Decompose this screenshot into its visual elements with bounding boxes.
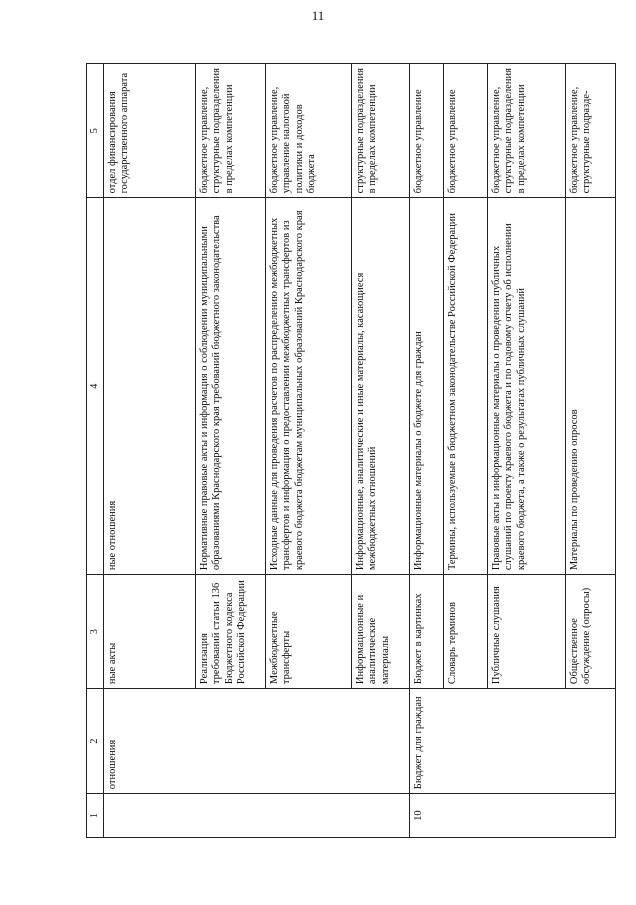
- row-number-cell: [566, 794, 616, 838]
- section-cell: [196, 689, 266, 794]
- responsible-cell: бюджетное управление, структурные подразделения в пределах компетенции: [196, 64, 266, 198]
- subsection-cell: Реализация требований статьи 136 Бюджетного кодекса Российской Федерации: [196, 575, 266, 689]
- row-number-cell: [444, 794, 488, 838]
- header-cell: 5: [87, 64, 104, 198]
- responsible-cell: бюджетное управление, управление налоговой политики и доходов бюджета: [266, 64, 352, 198]
- row-number-cell: [352, 794, 410, 838]
- table-row: [196, 64, 266, 838]
- row-number-cell: 10: [410, 794, 444, 838]
- table-row: [488, 64, 566, 838]
- section-cell: [488, 689, 566, 794]
- section-cell: [352, 689, 410, 794]
- row-number-cell: [488, 794, 566, 838]
- section-cell: Бюджет для граждан: [410, 689, 444, 794]
- content-cell: Исходные данные для проведения расчетов по распределению межбюджетных трансфертов и информация о предоставлении межбюджетных трансфертов из краевого бюджета бюджетам муниципальных образований Краснодарского края: [266, 198, 352, 575]
- subsection-cell: Словарь терминов: [444, 575, 488, 689]
- responsible-cell: отдел финансирования государственного аппарата: [104, 64, 196, 198]
- subsection-cell: Бюджет в картинках: [410, 575, 444, 689]
- header-cell: 3: [87, 575, 104, 689]
- subsection-cell: Общественное обсуждение (опросы): [566, 575, 616, 689]
- section-cell: [444, 689, 488, 794]
- content-cell: Нормативные правовые акты и информация о соблюдении муниципальными образованиями Краснодарского края требований бюджетного законодательства: [196, 198, 266, 575]
- header-cell: 2: [87, 689, 104, 794]
- subsection-cell: Межбюджетные трансферты: [266, 575, 352, 689]
- section-cell: отношения: [104, 689, 196, 794]
- table-row: [266, 64, 352, 838]
- rotated-table-wrapper: [86, 63, 616, 838]
- page-number: 11: [311, 8, 325, 23]
- table-row: [566, 64, 616, 838]
- table-row: [104, 64, 196, 838]
- responsible-cell: структурные подразделения в пределах компетенции: [352, 64, 410, 198]
- document-table: [86, 63, 616, 838]
- subsection-cell: ные акты: [104, 575, 196, 689]
- table-row: [410, 64, 444, 838]
- section-cell: [566, 689, 616, 794]
- responsible-cell: бюджетное управление: [444, 64, 488, 198]
- table-row: [352, 64, 410, 838]
- content-cell: Правовые акты и информационные материалы о проведении публичных слушаний по проекту краевого бюджета и по годовому отчету об исполнении краевого бюджета, а также о результатах публичных слушаний: [488, 198, 566, 575]
- content-cell: Информационные, аналитические и иные материалы, касающиеся межбюджетных отношений: [352, 198, 410, 575]
- content-cell: Материалы по проведению опросов: [566, 198, 616, 575]
- responsible-cell: бюджетное управление, структурные подразде-: [566, 64, 616, 198]
- responsible-cell: бюджетное управление, структурные подразделения в пределах компетенции: [488, 64, 566, 198]
- row-number-cell: [266, 794, 352, 838]
- content-cell: ные отношения: [104, 198, 196, 575]
- header-cell: 1: [87, 794, 104, 838]
- table-row: [444, 64, 488, 838]
- responsible-cell: бюджетное управление: [410, 64, 444, 198]
- subsection-cell: Публичные слушания: [488, 575, 566, 689]
- section-cell: [266, 689, 352, 794]
- header-cell: 4: [87, 198, 104, 575]
- row-number-cell: [196, 794, 266, 838]
- content-cell: Термины, используемые в бюджетном законодательстве Российской Федерации: [444, 198, 488, 575]
- subsection-cell: Информационные и аналитические материалы: [352, 575, 410, 689]
- row-number-cell: [104, 794, 196, 838]
- content-cell: Информационные материалы о бюджете для граждан: [410, 198, 444, 575]
- header-row: [87, 64, 104, 838]
